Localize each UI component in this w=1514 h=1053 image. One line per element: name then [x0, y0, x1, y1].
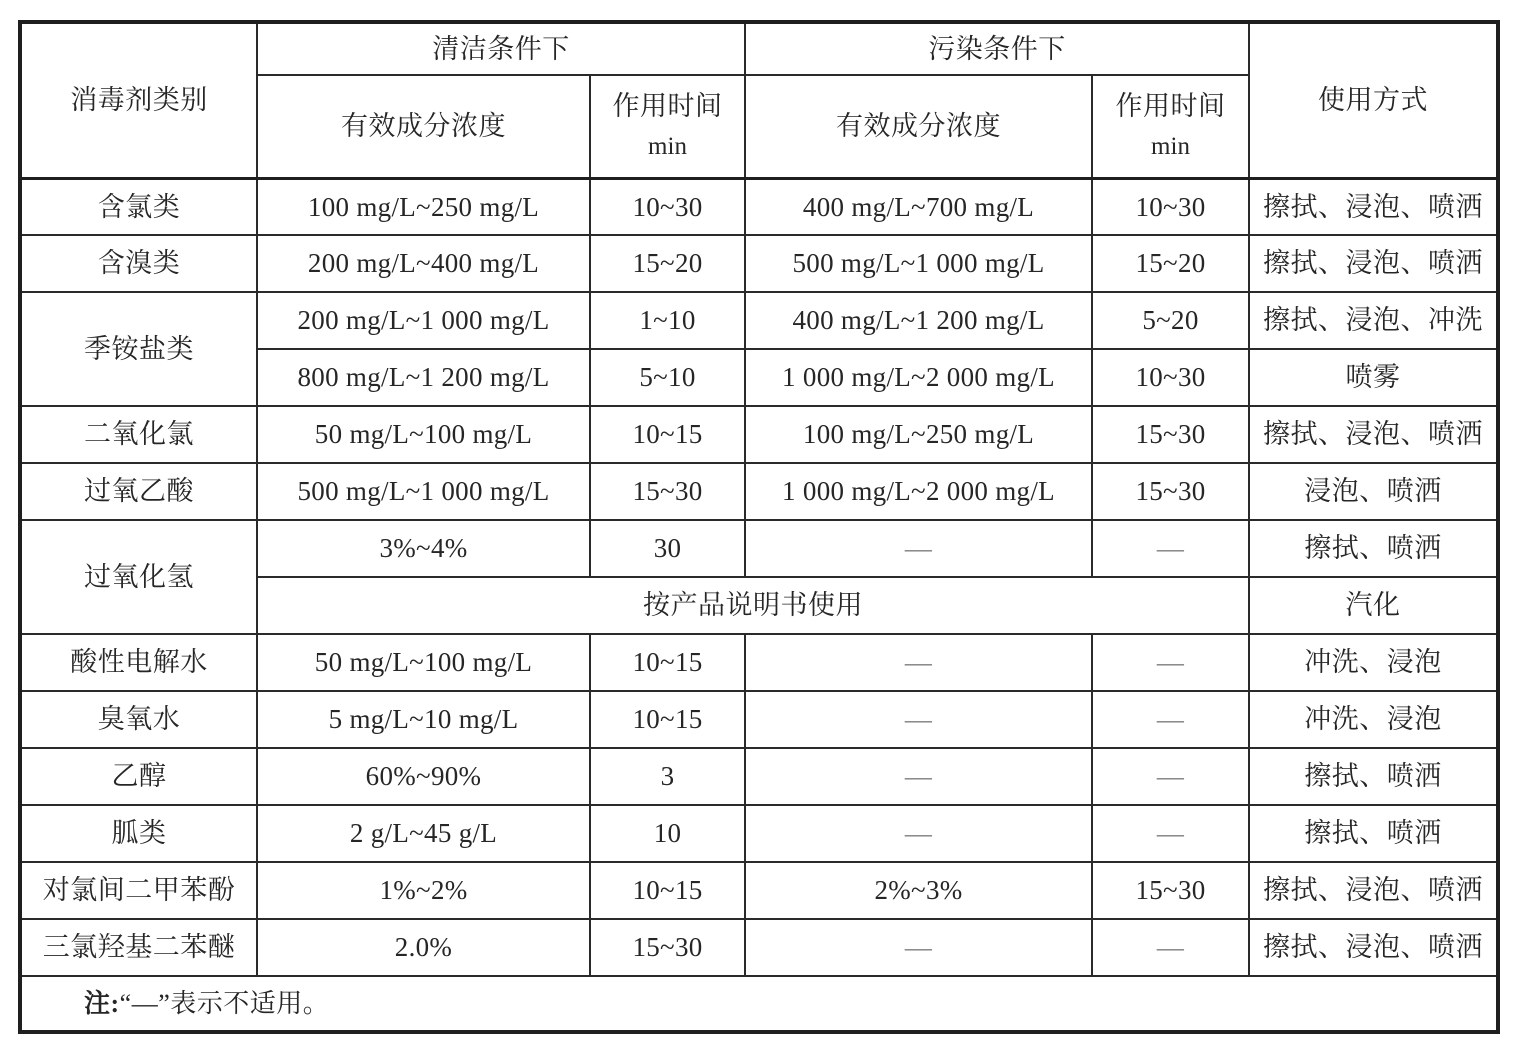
- cell-polluted-time: 15~30: [1092, 406, 1249, 463]
- cell-usage: 擦拭、喷洒: [1249, 748, 1498, 805]
- cell-category: 含溴类: [20, 235, 257, 292]
- cell-polluted-concentration: —: [745, 805, 1092, 862]
- cell-category: 乙醇: [20, 748, 257, 805]
- cell-clean-time: 10~15: [590, 406, 745, 463]
- cell-clean-time: 15~30: [590, 919, 745, 976]
- header-category: 消毒剂类别: [20, 22, 257, 178]
- cell-category: 酸性电解水: [20, 634, 257, 691]
- cell-usage: 擦拭、浸泡、喷洒: [1249, 235, 1498, 292]
- cell-clean-time: 3: [590, 748, 745, 805]
- cell-usage: 擦拭、浸泡、冲洗: [1249, 292, 1498, 349]
- cell-clean-concentration: 1%~2%: [257, 862, 590, 919]
- cell-polluted-concentration: —: [745, 748, 1092, 805]
- cell-clean-time: 10~15: [590, 634, 745, 691]
- cell-clean-concentration: 200 mg/L~400 mg/L: [257, 235, 590, 292]
- cell-category: 季铵盐类: [20, 292, 257, 406]
- cell-clean-concentration: 60%~90%: [257, 748, 590, 805]
- note-text: “—”表示不适用。: [119, 988, 330, 1018]
- cell-clean-concentration: 2.0%: [257, 919, 590, 976]
- cell-usage: 擦拭、浸泡、喷洒: [1249, 862, 1498, 919]
- cell-category: 过氧化氢: [20, 520, 257, 634]
- cell-polluted-concentration: 1 000 mg/L~2 000 mg/L: [745, 349, 1092, 406]
- cell-usage: 汽化: [1249, 577, 1498, 634]
- cell-usage: 擦拭、浸泡、喷洒: [1249, 178, 1498, 235]
- cell-usage: 浸泡、喷洒: [1249, 463, 1498, 520]
- cell-clean-time: 30: [590, 520, 745, 577]
- table-row: [20, 634, 1498, 691]
- cell-usage: 擦拭、喷洒: [1249, 805, 1498, 862]
- header-clean-group: 清洁条件下: [257, 22, 745, 75]
- table-row: [20, 235, 1498, 292]
- cell-clean-concentration: 200 mg/L~1 000 mg/L: [257, 292, 590, 349]
- cell-clean-time: 10: [590, 805, 745, 862]
- cell-usage: 擦拭、喷洒: [1249, 520, 1498, 577]
- table-row: [20, 691, 1498, 748]
- table-row: [20, 919, 1498, 976]
- note-row: [20, 976, 1498, 1032]
- cell-polluted-time: 5~20: [1092, 292, 1249, 349]
- cell-clean-concentration: 5 mg/L~10 mg/L: [257, 691, 590, 748]
- cell-category: 含氯类: [20, 178, 257, 235]
- cell-polluted-time: —: [1092, 520, 1249, 577]
- cell-usage: 擦拭、浸泡、喷洒: [1249, 919, 1498, 976]
- cell-usage: 冲洗、浸泡: [1249, 634, 1498, 691]
- disinfectant-usage-table: [18, 20, 1500, 1034]
- cell-polluted-concentration: —: [745, 520, 1092, 577]
- header-clean-time-unit: min: [648, 132, 687, 160]
- table-row: [20, 805, 1498, 862]
- cell-clean-time: 15~30: [590, 463, 745, 520]
- table-row: [20, 406, 1498, 463]
- cell-polluted-time: —: [1092, 691, 1249, 748]
- header-polluted-time: [1092, 75, 1249, 178]
- header-polluted-time-label: 作用时间: [1115, 90, 1226, 121]
- cell-clean-concentration: 50 mg/L~100 mg/L: [257, 634, 590, 691]
- header-clean-time: [590, 75, 745, 178]
- cell-polluted-time: 10~30: [1092, 178, 1249, 235]
- cell-usage: 冲洗、浸泡: [1249, 691, 1498, 748]
- cell-clean-concentration: 2 g/L~45 g/L: [257, 805, 590, 862]
- cell-polluted-time: 15~30: [1092, 862, 1249, 919]
- cell-polluted-time: —: [1092, 805, 1249, 862]
- cell-polluted-concentration: —: [745, 919, 1092, 976]
- cell-polluted-concentration: —: [745, 634, 1092, 691]
- cell-clean-concentration: 3%~4%: [257, 520, 590, 577]
- header-polluted-time-unit: min: [1151, 132, 1190, 160]
- cell-follow-instructions: 按产品说明书使用: [257, 577, 1249, 634]
- cell-clean-time: 10~15: [590, 862, 745, 919]
- cell-polluted-time: —: [1092, 919, 1249, 976]
- header-polluted-concentration: 有效成分浓度: [745, 75, 1092, 178]
- cell-polluted-concentration: 2%~3%: [745, 862, 1092, 919]
- header-clean-time-label: 作用时间: [612, 90, 723, 121]
- header-polluted-group: 污染条件下: [745, 22, 1249, 75]
- cell-clean-concentration: 50 mg/L~100 mg/L: [257, 406, 590, 463]
- cell-clean-time: 15~20: [590, 235, 745, 292]
- table-row: [20, 520, 1498, 577]
- note-label: 注:: [84, 988, 120, 1018]
- cell-clean-time: 10~30: [590, 178, 745, 235]
- cell-clean-time: 5~10: [590, 349, 745, 406]
- cell-category: 臭氧水: [20, 691, 257, 748]
- cell-clean-time: 1~10: [590, 292, 745, 349]
- cell-polluted-concentration: —: [745, 691, 1092, 748]
- table-note: [20, 976, 1498, 1032]
- cell-polluted-time: 15~30: [1092, 463, 1249, 520]
- cell-category: 三氯羟基二苯醚: [20, 919, 257, 976]
- table-row: [20, 748, 1498, 805]
- cell-polluted-concentration: 400 mg/L~1 200 mg/L: [745, 292, 1092, 349]
- cell-clean-time: 10~15: [590, 691, 745, 748]
- table-row: [20, 178, 1498, 235]
- cell-polluted-time: 10~30: [1092, 349, 1249, 406]
- cell-usage: 喷雾: [1249, 349, 1498, 406]
- cell-polluted-concentration: 400 mg/L~700 mg/L: [745, 178, 1092, 235]
- cell-clean-concentration: 800 mg/L~1 200 mg/L: [257, 349, 590, 406]
- cell-polluted-concentration: 500 mg/L~1 000 mg/L: [745, 235, 1092, 292]
- cell-category: 对氯间二甲苯酚: [20, 862, 257, 919]
- header-usage: 使用方式: [1249, 22, 1498, 178]
- cell-category: 过氧乙酸: [20, 463, 257, 520]
- cell-polluted-concentration: 100 mg/L~250 mg/L: [745, 406, 1092, 463]
- cell-polluted-time: 15~20: [1092, 235, 1249, 292]
- cell-category: 二氧化氯: [20, 406, 257, 463]
- cell-category: 胍类: [20, 805, 257, 862]
- table-row: [20, 292, 1498, 349]
- table-row: [20, 862, 1498, 919]
- cell-polluted-time: —: [1092, 634, 1249, 691]
- header-clean-concentration: 有效成分浓度: [257, 75, 590, 178]
- table-row: [20, 463, 1498, 520]
- cell-clean-concentration: 500 mg/L~1 000 mg/L: [257, 463, 590, 520]
- cell-clean-concentration: 100 mg/L~250 mg/L: [257, 178, 590, 235]
- cell-usage: 擦拭、浸泡、喷洒: [1249, 406, 1498, 463]
- cell-polluted-concentration: 1 000 mg/L~2 000 mg/L: [745, 463, 1092, 520]
- cell-polluted-time: —: [1092, 748, 1249, 805]
